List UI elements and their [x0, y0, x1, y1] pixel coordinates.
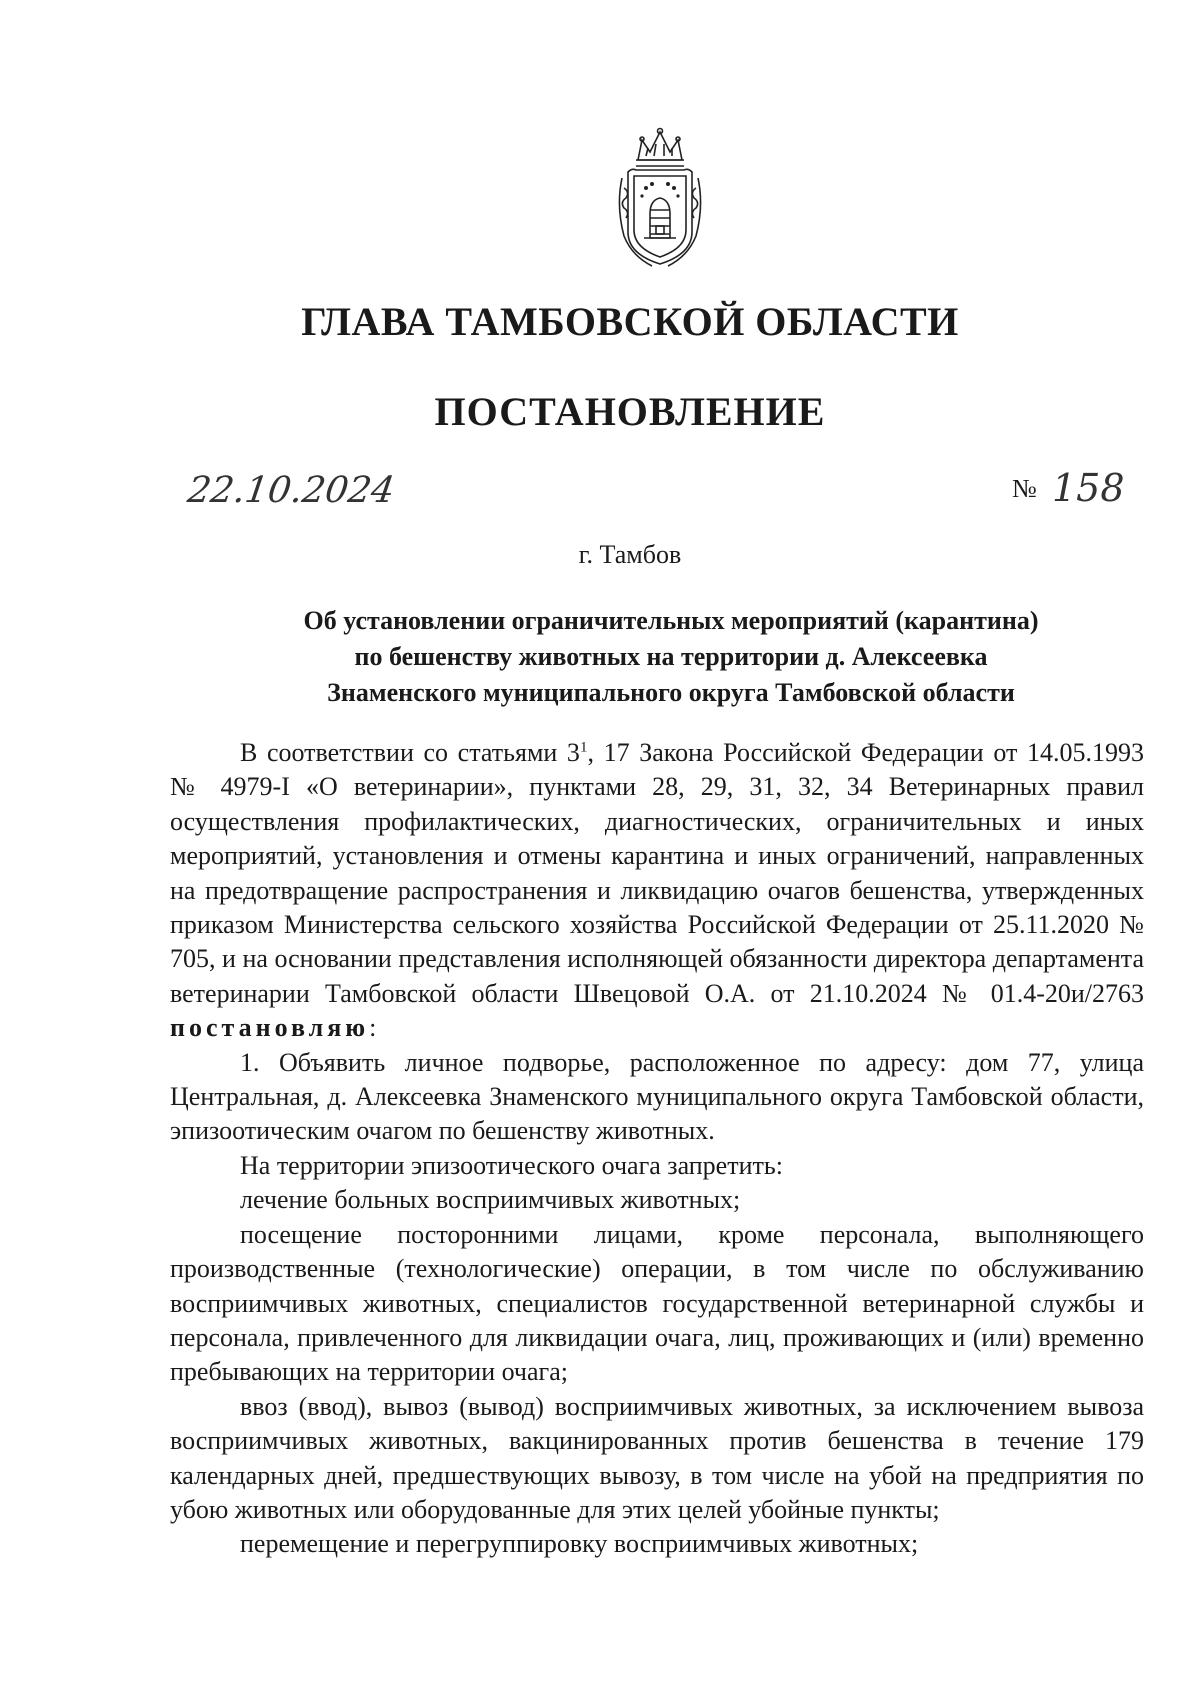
article-superscript: 1: [579, 739, 588, 756]
paragraph-prohibit-intro: На территории эпизоотического очага запретить:: [240, 1150, 783, 1180]
preamble-paragraph: [170, 736, 1144, 1046]
city: г. Тамбов: [578, 540, 682, 569]
paragraph-import-export: ввоз (ввод), вывоз (вывод) восприимчивых животных, за исключением вывоза восприимчивых животных, вакцинированных против бешенства в течение 179 календарных дней, предшествующих вывозу, в том числе на убой на предприятия по убою животных или оборудованные для этих целей убойные пункты;: [170, 1391, 1144, 1524]
tambov-coat-of-arms-icon: [612, 126, 708, 268]
paragraph-1: 1. Объявить личное подворье, расположенное по адресу: дом 77, улица Центральная, д. Алексеевка Знаменского муниципального округа Тамбовской области, эпизоотическим очагом по бешенству животных.: [170, 1047, 1144, 1146]
number-label: №: [1012, 474, 1037, 503]
document-number: 158: [1052, 466, 1125, 510]
document-title: [240, 603, 1102, 711]
paragraph-movement: перемещение и перегруппировку восприимчивых животных;: [240, 1529, 919, 1559]
decree-colon: :: [369, 1013, 377, 1043]
preamble-text: , 17 Закона Российской Федерации от 14.05.1993 № 4979-I «О ветеринарии», пунктами 28, 29, 31, 32, 34 Ветеринарных правил осуществления профилактических, диагностических, ограничительных и иных мероприятий, установления и отмены карантина и иных ограничений, направленных на предотвращение распространения и ликвидацию очагов бешенства, утвержденных приказом Министерства сельского хозяйства Российской Федерации от 25.11.2020 № 705, и на основании представления исполняющей обязанности директора департамента ветеринарии Тамбовской области Швецовой О.А. от 21.10.2024 № 01.4-20и/2763: [170, 738, 1144, 1008]
authority-heading: ГЛАВА ТАМБОВСКОЙ ОБЛАСТИ: [301, 299, 959, 344]
document-type-heading: ПОСТАНОВЛЕНИЕ: [434, 389, 826, 434]
coat-of-arms-icon: [612, 126, 708, 268]
decree-word: постановляю: [170, 1013, 370, 1043]
preamble-text-start: В соответствии со статьями 3: [240, 738, 580, 767]
title-line-2: по бешенству животных на территории д. Алексеевка: [354, 642, 988, 671]
document-body: [170, 736, 1144, 1562]
title-line-3: Знаменского муниципального округа Тамбовской области: [327, 678, 1015, 707]
title-line-1: Об установлении ограничительных мероприятий (карантина): [303, 606, 1039, 635]
paragraph-treatment: лечение больных восприимчивых животных;: [240, 1185, 741, 1215]
document-date: 22.10.2024: [185, 470, 398, 511]
paragraph-visits: посещение посторонними лицами, кроме персонала, выполняющего производственные (технологические) операции, в том числе по обслуживанию восприимчивых животных, специалистов государственной ветеринарной службы и персонала, привлеченного для ликвидации очага, лиц, проживающих и (или) временно пребывающих на территории очага;: [170, 1219, 1144, 1387]
